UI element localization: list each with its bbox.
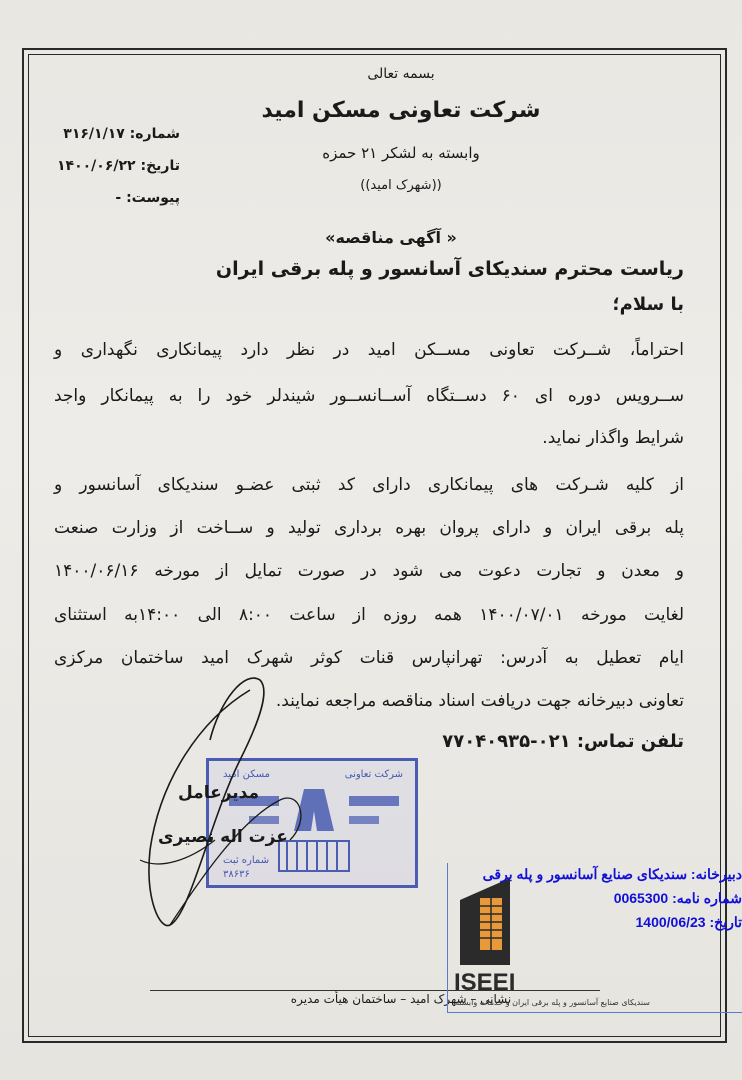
stamp-company: شرکت تعاونی [344, 769, 403, 780]
company-town: ((شهرک امید)) [360, 178, 442, 193]
signatory-title: مدیرعامل [178, 783, 259, 803]
overlay-secretariat: دبیرخانه: سندیکای صنایع آسانسور و پله برقی [482, 866, 742, 882]
footer-address: نشانی – شهرک امید – ساختمان هیأت مدیره [290, 992, 512, 1006]
body-line: ایام تعطیل به آدرس: تهرانپارس قنات کوثر شهرک امید ساختمان مرکزی [54, 648, 684, 668]
company-stamp [206, 758, 418, 888]
attachment-value: - [115, 190, 122, 206]
bismillah: بسمه تعالی [367, 66, 435, 82]
logo-caption: سندیکای صنایع آسانسور و پله برقی ایران و خدمات وابسته [455, 998, 650, 1007]
recipient: ریاست محترم سندیکای آسانسور و پله برقی ایران [215, 258, 684, 280]
contact-phone: تلفن تماس: ۰۲۱-۷۷۰۴۰۹۳۵ [442, 731, 684, 752]
greeting: با سلام؛ [612, 294, 684, 315]
date-value: ۱۴۰۰/۰۶/۲۲ [57, 158, 136, 174]
company-name: شرکت تعاونی مسکن امید [261, 98, 541, 123]
body-line: از کلیه شـرکت های پیمانکاری دارای کد ثبتی عضـو سندیکای آسانسور و [54, 475, 684, 495]
body-line: شرایط واگذار نماید. [542, 428, 684, 448]
stamp-reg-value: ۳۸۶۳۶ [223, 869, 250, 880]
stamp-name: مسکن امید [223, 769, 270, 780]
stamp-reg-label: شماره ثبت [223, 855, 270, 866]
iseei-logo-icon [450, 870, 538, 995]
signatory-name: عزت اله نصیری [158, 827, 288, 847]
letter-number [40, 126, 180, 142]
overlay-date: تاریخ: 1400/06/23 [635, 914, 742, 930]
body-line: و معدن و تجارت دعوت می شود در صورت تمایل از مورخه ۱۴۰۰/۰۶/۱۶ [54, 561, 684, 581]
body-line: ســرویس دوره ای ۶۰ دســتگاه آســانســور شیندلر خود را به پیمانکار واجد [54, 386, 685, 406]
tender-title: « آگهی مناقصه» [325, 228, 457, 247]
body-line: تعاونی دبیرخانه جهت دریافت اسناد مناقصه مراجعه نمایند. [275, 691, 684, 711]
overlay-letter-number: شماره نامه: 0065300 [613, 890, 742, 906]
letter-attachment [40, 190, 180, 206]
body-line: لغایت مورخه ۱۴۰۰/۰۷/۰۱ همه روزه از ساعت ۸:۰۰ الی ۱۴:۰۰به استثنای [54, 605, 685, 625]
date-label: تاریخ: [140, 158, 180, 174]
logo-text: ISEEI [454, 969, 516, 995]
number-value: ۳۱۶/۱/۱۷ [63, 126, 125, 142]
letter-date [40, 158, 180, 174]
number-label: شماره: [129, 126, 180, 142]
company-affiliation: وابسته به لشکر ۲۱ حمزه [322, 144, 480, 162]
attachment-label: پیوست: [126, 190, 180, 206]
body-line: پله برقی ایران و دارای پروان بهره برداری تولید و ســاخت از وزارت صنعت [54, 518, 684, 538]
body-line: احتراماً، شــرکت تعاونی مســکن امید در نظر دارد پیمانکاری نگهداری و [54, 340, 684, 360]
